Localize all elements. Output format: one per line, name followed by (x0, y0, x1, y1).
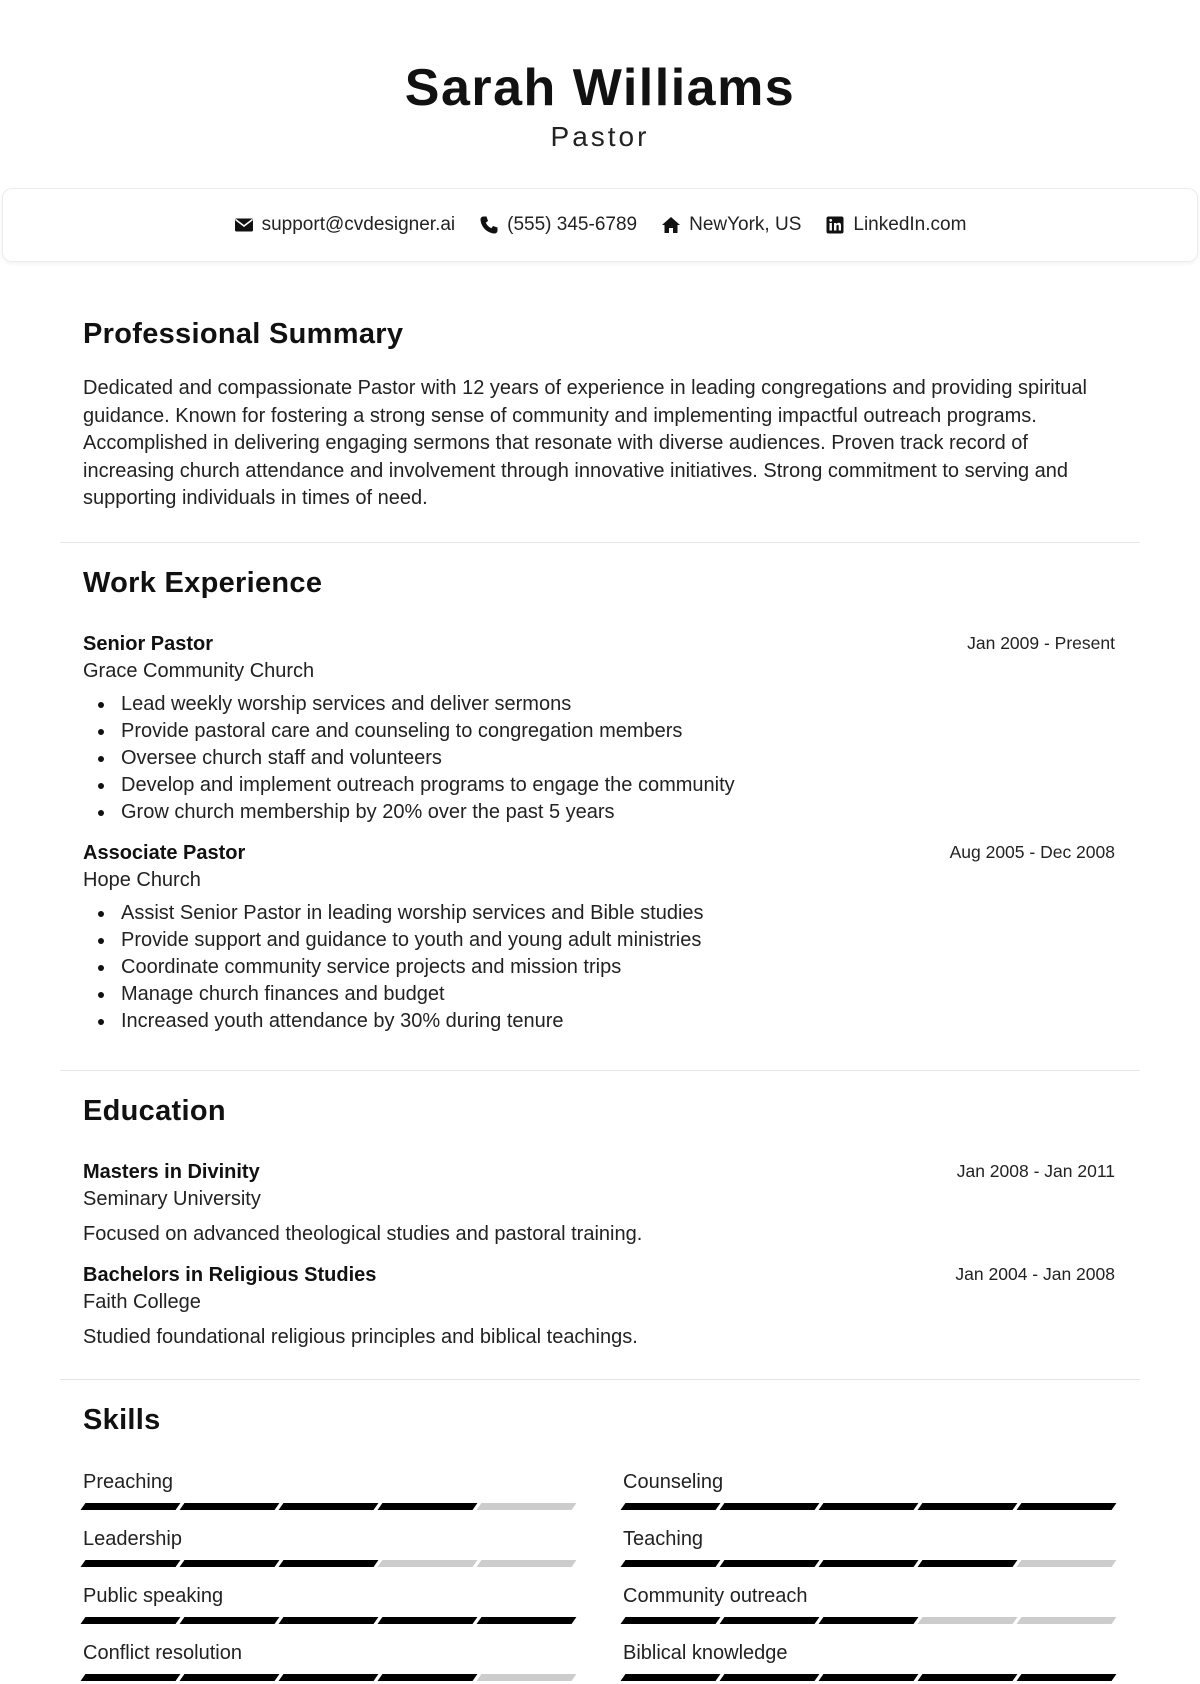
experience-heading: Work Experience (83, 567, 323, 599)
skill-level-segment-filled (720, 1617, 820, 1624)
experience-section (60, 567, 1140, 1035)
skill-level-segment-filled (720, 1503, 820, 1510)
skill-level-segment-empty (477, 1503, 577, 1510)
skill-level-segment-filled (918, 1503, 1018, 1510)
skill-name: Counseling (623, 1471, 724, 1493)
skill-level-segment-filled (477, 1617, 577, 1624)
responsibility-item: Coordinate community service projects and mission trips (83, 954, 1140, 981)
summary-text: Dedicated and compassionate Pastor with 12 years of experience in leading congregations and providing spiritual guidance. Known for fostering a strong sense of community and implementing impactful outreach programs. Accomplished in delivering engaging sermons that resonate with diverse audiences. Proven track record of increasing church attendance and involvement through innovative initiatives. Strong commitment to serving and supporting individuals in times of need. (83, 377, 1087, 509)
skill-level-bar (83, 1503, 575, 1510)
skill-level-segment-filled (621, 1617, 721, 1624)
skill-item (623, 1469, 1115, 1510)
skill-level-segment-filled (720, 1674, 820, 1681)
skill-level-segment-filled (819, 1503, 919, 1510)
section-divider (60, 1070, 1140, 1071)
skill-level-segment-filled (720, 1560, 820, 1567)
candidate-name: Sarah Williams (404, 59, 796, 117)
contact-location (661, 214, 801, 236)
skill-level-segment-empty (477, 1674, 577, 1681)
responsibility-item: Provide support and guidance to youth and young adult ministries (83, 927, 1140, 954)
skill-level-segment-filled (378, 1617, 478, 1624)
contact-email[interactable] (234, 214, 456, 236)
contact-linkedin[interactable] (825, 214, 966, 236)
job-responsibilities (83, 900, 1140, 1035)
skill-level-segment-empty (1017, 1617, 1117, 1624)
summary-heading: Professional Summary (83, 318, 404, 350)
candidate-title: Pastor (550, 121, 650, 152)
home-icon (661, 215, 681, 235)
skill-level-bar (83, 1674, 575, 1681)
phone-icon (479, 215, 499, 235)
skill-item (623, 1526, 1115, 1567)
school-name: Faith College (83, 1291, 201, 1313)
skill-name: Teaching (623, 1528, 704, 1550)
education-entry (60, 1262, 1140, 1351)
skill-level-segment-filled (81, 1617, 181, 1624)
contact-phone-text: (555) 345-6789 (507, 214, 638, 235)
education-entry (60, 1159, 1140, 1248)
responsibility-item: Assist Senior Pastor in leading worship services and Bible studies (83, 900, 1140, 927)
skill-level-segment-empty (378, 1560, 478, 1567)
job-organization: Grace Community Church (83, 660, 315, 682)
skill-level-segment-filled (621, 1560, 721, 1567)
responsibility-item: Grow church membership by 20% over the past 5 years (83, 799, 1140, 826)
contact-location-text: NewYork, US (689, 214, 802, 235)
linkedin-icon (825, 215, 845, 235)
skill-level-segment-filled (279, 1617, 379, 1624)
job-date: Aug 2005 - Dec 2008 (949, 842, 1115, 862)
school-name: Seminary University (83, 1188, 261, 1210)
responsibility-item: Oversee church staff and volunteers (83, 745, 1140, 772)
job-entry (60, 631, 1140, 826)
skill-level-segment-filled (279, 1560, 379, 1567)
skill-level-segment-empty (477, 1560, 577, 1567)
skill-level-segment-filled (621, 1674, 721, 1681)
job-date: Jan 2009 - Present (967, 633, 1115, 653)
skill-level-segment-filled (81, 1560, 181, 1567)
contact-bar (2, 188, 1198, 262)
skill-level-segment-filled (819, 1617, 919, 1624)
skill-level-segment-filled (918, 1560, 1018, 1567)
skill-name: Preaching (83, 1471, 174, 1493)
responsibility-item: Provide pastoral care and counseling to congregation members (83, 718, 1140, 745)
skill-level-bar (623, 1617, 1115, 1624)
skill-level-segment-filled (378, 1674, 478, 1681)
education-section (60, 1095, 1140, 1351)
skill-level-segment-filled (180, 1560, 280, 1567)
skill-name: Public speaking (83, 1585, 224, 1607)
skills-heading: Skills (83, 1404, 161, 1436)
skill-level-segment-filled (180, 1674, 280, 1681)
skill-item (623, 1583, 1115, 1624)
responsibility-item: Manage church finances and budget (83, 981, 1140, 1008)
summary-section (60, 318, 1140, 513)
skill-name: Conflict resolution (83, 1642, 242, 1664)
skill-level-bar (83, 1617, 575, 1624)
skill-item (83, 1469, 575, 1510)
skill-level-segment-filled (1017, 1503, 1117, 1510)
job-responsibilities (83, 691, 1140, 826)
envelope-icon (234, 215, 254, 235)
skills-section (60, 1404, 1140, 1664)
education-date: Jan 2008 - Jan 2011 (956, 1161, 1115, 1181)
job-organization: Hope Church (83, 869, 201, 891)
skill-item (623, 1640, 1115, 1681)
degree-title: Masters in Divinity (83, 1161, 260, 1183)
skill-level-segment-filled (279, 1503, 379, 1510)
skill-level-segment-filled (1017, 1674, 1117, 1681)
skill-level-segment-filled (81, 1503, 181, 1510)
contact-phone[interactable] (479, 214, 637, 236)
skill-level-segment-filled (378, 1503, 478, 1510)
education-description: Focused on advanced theological studies and pastoral training. (83, 1223, 643, 1245)
degree-title: Bachelors in Religious Studies (83, 1264, 377, 1286)
responsibility-item: Lead weekly worship services and deliver sermons (83, 691, 1140, 718)
skill-level-segment-filled (81, 1674, 181, 1681)
skill-level-segment-filled (918, 1674, 1018, 1681)
job-entry (60, 840, 1140, 1035)
skill-level-segment-empty (1017, 1560, 1117, 1567)
skill-level-segment-filled (621, 1503, 721, 1510)
skill-level-segment-filled (819, 1674, 919, 1681)
responsibility-item: Develop and implement outreach programs to engage the community (83, 772, 1140, 799)
skill-name: Leadership (83, 1528, 182, 1550)
education-date: Jan 2004 - Jan 2008 (955, 1264, 1115, 1284)
skill-level-segment-empty (918, 1617, 1018, 1624)
skill-level-segment-filled (279, 1674, 379, 1681)
skill-name: Biblical knowledge (623, 1642, 788, 1664)
skill-level-segment-filled (180, 1503, 280, 1510)
skill-level-bar (623, 1674, 1115, 1681)
resume-header (0, 58, 1200, 154)
responsibility-item: Increased youth attendance by 30% during tenure (83, 1008, 1140, 1035)
skill-item (83, 1583, 575, 1624)
skill-level-segment-filled (180, 1617, 280, 1624)
skill-level-bar (623, 1560, 1115, 1567)
skill-level-segment-filled (819, 1560, 919, 1567)
skill-name: Community outreach (623, 1585, 808, 1607)
education-heading: Education (83, 1095, 226, 1127)
education-description: Studied foundational religious principles and biblical teachings. (83, 1326, 638, 1348)
skill-level-bar (83, 1560, 575, 1567)
contact-email-text: support@cvdesigner.ai (261, 214, 456, 235)
job-title: Senior Pastor (83, 633, 214, 655)
skill-item (83, 1640, 575, 1681)
section-divider (60, 1379, 1140, 1380)
skill-level-bar (623, 1503, 1115, 1510)
section-divider (60, 542, 1140, 543)
contact-linkedin-text: LinkedIn.com (853, 214, 967, 235)
skill-item (83, 1526, 575, 1567)
job-title: Associate Pastor (83, 842, 246, 864)
